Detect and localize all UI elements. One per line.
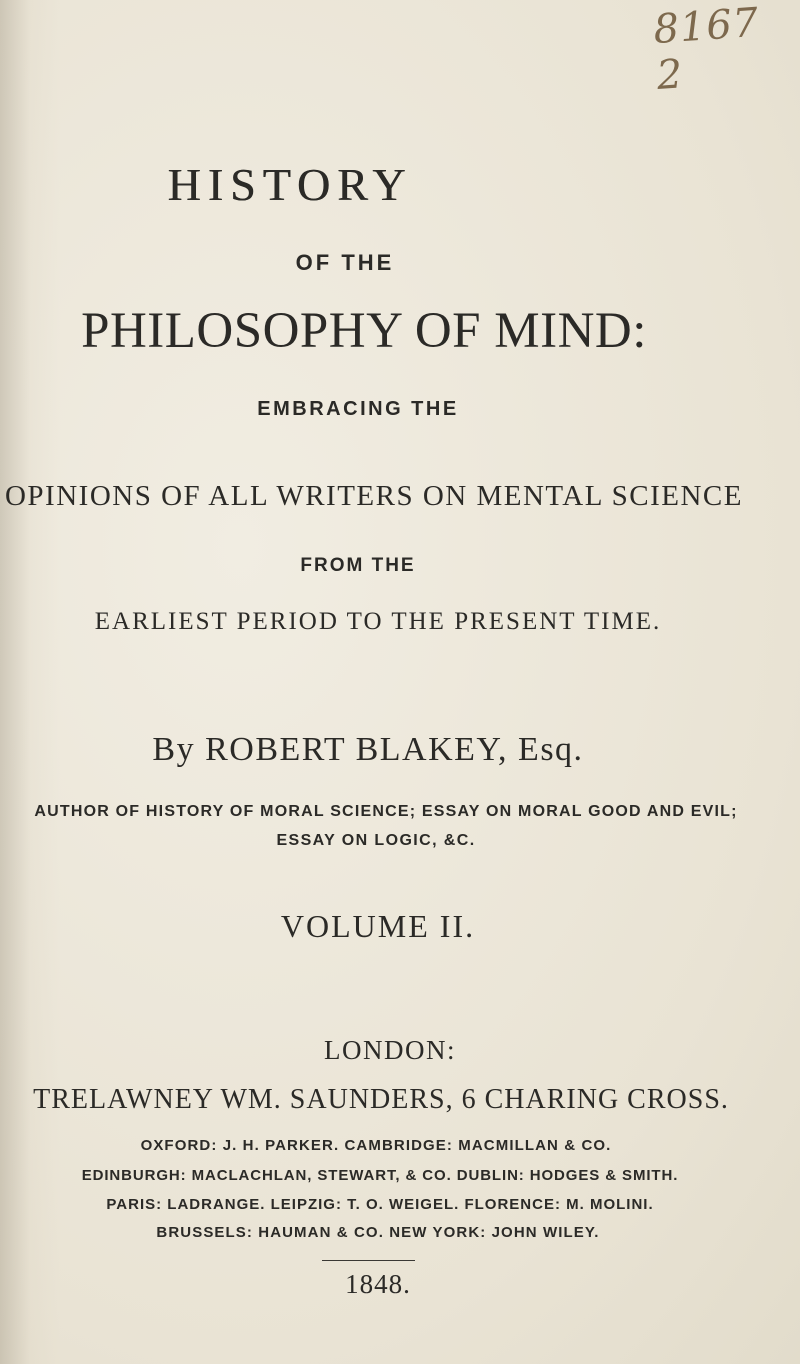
- imprint-city: LONDON:: [324, 1035, 456, 1065]
- imprint-agents-line-3: PARIS: LADRANGE. LEIPZIG: T. O. WEIGEL. FLORENCE: M. MOLINI.: [106, 1196, 654, 1213]
- imprint-year: 1848.: [345, 1269, 411, 1299]
- imprint-divider: [322, 1260, 415, 1261]
- subtitle-opinions: OPINIONS OF ALL WRITERS ON MENTAL SCIENCE: [4, 480, 743, 512]
- author-works-line-1: AUTHOR OF HISTORY OF MORAL SCIENCE; ESSAY ON MORAL GOOD AND EVIL;: [34, 803, 738, 820]
- title-of-the: OF THE: [295, 250, 395, 275]
- title-history: HISTORY: [167, 159, 413, 210]
- subtitle-from-the: FROM THE: [300, 555, 416, 576]
- handwritten-shelfmark: 8167 2: [651, 0, 761, 99]
- title-philosophy-of-mind: PHILOSOPHY OF MIND:: [81, 303, 647, 359]
- imprint-publisher: TRELAWNEY WM. SAUNDERS, 6 CHARING CROSS.: [33, 1084, 729, 1115]
- subtitle-embracing-the: EMBRACING THE: [257, 398, 459, 420]
- imprint-agents-line-2: EDINBURGH: MACLACHLAN, STEWART, & CO. DUBLIN: HODGES & SMITH.: [81, 1167, 679, 1184]
- subtitle-earliest-period: EARLIEST PERIOD TO THE PRESENT TIME.: [94, 608, 662, 635]
- imprint-agents-line-4: BRUSSELS: HAUMAN & CO. NEW YORK: JOHN WILEY.: [156, 1224, 600, 1241]
- volume-label: VOLUME II.: [280, 908, 476, 944]
- imprint-agents-line-1: OXFORD: J. H. PARKER. CAMBRIDGE: MACMILLAN & CO.: [140, 1137, 612, 1154]
- author-works-line-2: ESSAY ON LOGIC, &C.: [276, 832, 476, 849]
- author-line: By ROBERT BLAKEY, Esq.: [152, 731, 584, 768]
